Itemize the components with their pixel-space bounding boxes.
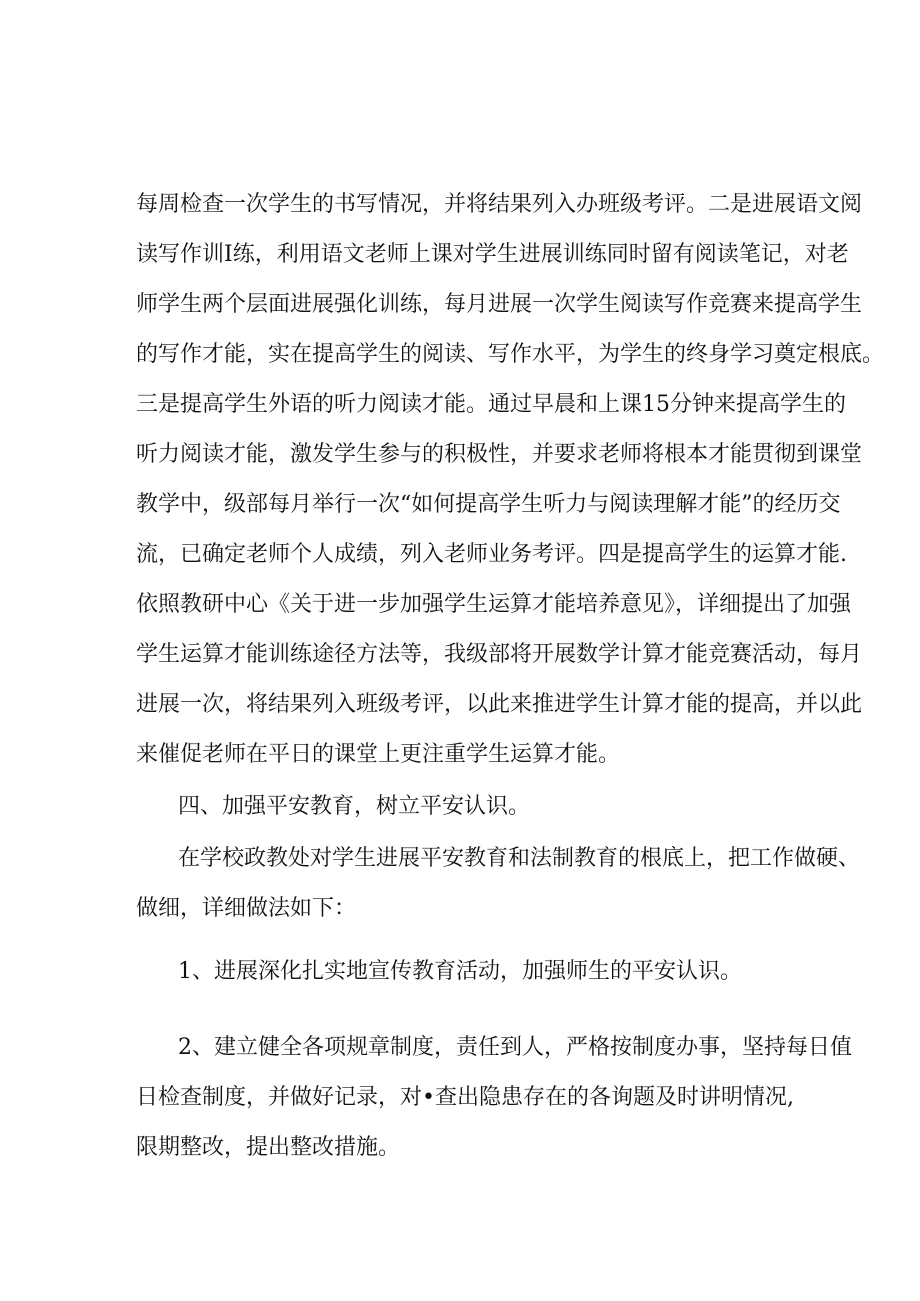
list-item-2-line: 日检查制度，并做好记录，对•查出隐患存在的各询题及时讲明情况, <box>136 1085 794 1110</box>
body-line: 学生运算才能训练途径方法等，我级部将开展数学计算才能竞赛活动，每月 <box>136 642 863 667</box>
body-line: 读写作训Ⅰ练，利用语文老师上课对学生进展训练同时留有阅读笔记，对老 <box>136 242 849 267</box>
paragraph-line: 在学校政教处对学生进展平安教育和法制教育的根底上，把工作做硬、 <box>178 846 861 871</box>
body-line: 来催促老师在平日的课堂上更注重学生运算才能。 <box>136 742 621 767</box>
list-item-2-line: 限期整改，提出整改措施。 <box>136 1135 401 1160</box>
body-line: 每周检查一次学生的书写情况，并将结果列入办班级考评。二是进展语文阅 <box>136 192 863 217</box>
section-heading: 四、加强平安教育，树立平安认识。 <box>178 794 531 819</box>
body-line: 教学中，级部每月举行一次“如何提高学生听力与阅读理解才能”的经历交 <box>136 492 841 517</box>
body-line: 流，已确定老师个人成绩，列入老师业务考评。四是提高学生的运算才能. <box>136 542 847 567</box>
list-item-1: 1、进展深化扎实地宣传教育活动，加强师生的平安认识。 <box>178 959 742 984</box>
body-line: 依照教研中心《关于进一步加强学生运算才能培养意见》，详细提出了加强 <box>136 592 852 617</box>
paragraph-line: 做细，详细做法如下： <box>136 896 357 921</box>
body-line: 师学生两个层面进展强化训练，每月进展一次学生阅读写作竞赛来提高学生 <box>136 292 863 317</box>
body-line: 三是提高学生外语的听力阅读才能。通过早晨和上课15分钟来提高学生的 <box>136 392 846 417</box>
list-item-2-line: 2、建立健全各项规章制度，责任到人，严格按制度办事，坚持每日值 <box>178 1035 852 1060</box>
body-line: 的写作才能，实在提高学生的阅读、写作水平，为学生的终身学习奠定根底。 <box>136 342 885 367</box>
body-line: 进展一次，将结果列入班级考评，以此来推进学生计算才能的提高，并以此 <box>136 692 863 717</box>
body-line: 听力阅读才能，激发学生参与的积极性，并要求老师将根本才能贯彻到课堂 <box>136 442 863 467</box>
